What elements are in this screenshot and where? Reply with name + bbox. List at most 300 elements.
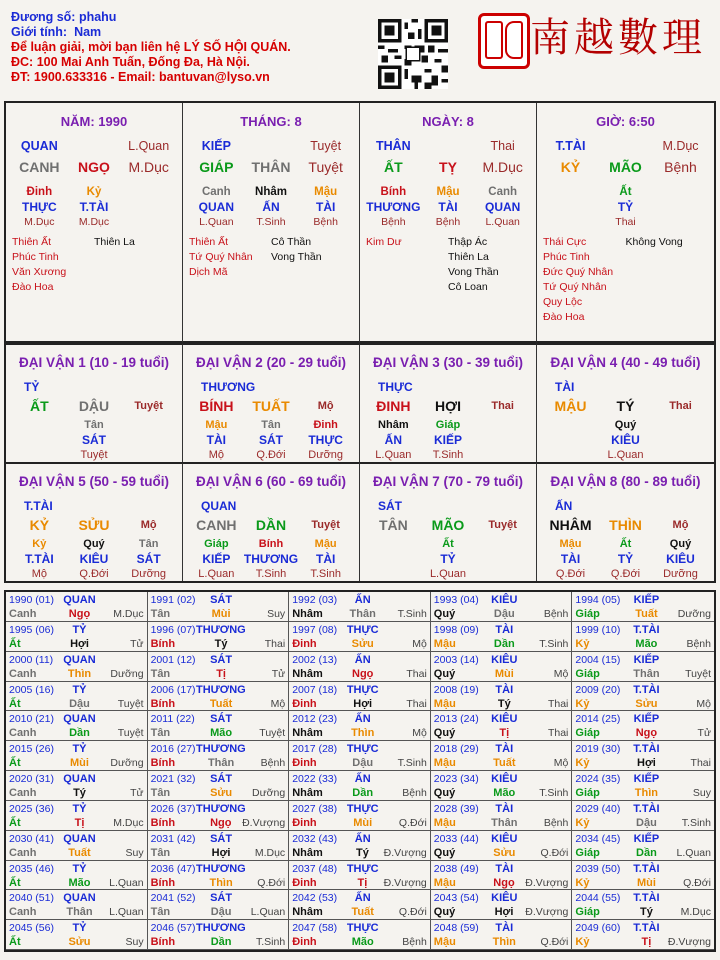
year-sao: THỰC <box>346 623 379 636</box>
year-label: 2013 (24) <box>433 713 479 726</box>
dai-van-row <box>543 397 708 416</box>
year-cell <box>431 741 573 771</box>
year-spacer <box>526 891 569 905</box>
year-chi: Hợi <box>70 637 89 650</box>
year-truong-sinh: Thai <box>406 697 427 710</box>
dai-van-row <box>543 433 708 448</box>
star-item: Vong Thần <box>271 251 322 263</box>
dai-van-row <box>543 552 708 567</box>
year-can: Đinh <box>292 876 317 889</box>
year-label: 1995 (06) <box>9 623 54 636</box>
dai-van-sao: TÀI <box>555 380 575 394</box>
year-sao: THỰC <box>346 922 379 935</box>
star-item: Đào Hoa <box>543 311 585 323</box>
year-cell <box>289 652 431 682</box>
year-sao: THỰC <box>346 862 379 875</box>
pillar-value <box>653 215 708 230</box>
star-item: Thiên Ất <box>12 236 52 248</box>
year-row <box>292 653 427 667</box>
year-cell <box>148 682 290 712</box>
star-item: Không Vong <box>625 236 683 248</box>
year-spacer <box>246 742 286 756</box>
year-row <box>575 726 711 740</box>
year-cell <box>431 861 573 891</box>
year-spacer <box>526 712 569 726</box>
year-truong-sinh: M.Dục <box>113 608 144 620</box>
year-sao: TỶ <box>72 683 87 696</box>
year-row <box>9 816 144 830</box>
year-spacer <box>526 683 569 697</box>
year-chi: Tý <box>639 906 653 919</box>
dai-van-row <box>543 537 708 552</box>
year-label: 2049 (60) <box>575 922 621 935</box>
tang-sao: KIÊU <box>79 552 109 566</box>
pillar-title: NĂM: 1990 <box>60 114 128 129</box>
tang-can: Ất <box>619 538 632 550</box>
year-row <box>151 891 286 905</box>
year-can: Kỷ <box>575 757 590 770</box>
year-row <box>575 712 711 726</box>
year-cell <box>572 861 714 891</box>
year-row <box>575 802 711 816</box>
star-item: Kim Dư <box>366 236 402 248</box>
pillar-value: Đinh <box>26 186 53 198</box>
year-row <box>292 593 427 607</box>
pillar-value: Bệnh <box>435 216 461 228</box>
pillar-row <box>12 200 176 215</box>
year-spacer <box>668 742 711 756</box>
year-can: Quý <box>433 846 456 859</box>
pillar-value: Mậu <box>314 186 338 198</box>
dai-van-truong-sinh: Mộ <box>672 519 689 531</box>
star-item: Tứ Quý Nhân <box>543 281 607 293</box>
year-truong-sinh: Bệnh <box>402 936 427 949</box>
tang-truong-sinh: L.Quan <box>429 568 467 580</box>
year-can: Mậu <box>433 816 456 829</box>
header-info <box>11 10 371 85</box>
year-chi: Thân <box>633 667 660 680</box>
star-item: Thiên La <box>448 251 489 263</box>
year-cell <box>572 711 714 741</box>
pillar-value: L.Quan <box>485 216 520 228</box>
year-label: 2004 (15) <box>575 653 621 666</box>
tang-truong-sinh: Mộ <box>208 449 224 461</box>
year-sao: THƯƠNG <box>196 623 246 636</box>
year-label: 2010 (21) <box>9 713 54 726</box>
dai-van-row <box>12 433 176 448</box>
year-can: Ất <box>9 697 21 710</box>
year-chi: Mùi <box>70 757 89 770</box>
year-row <box>292 891 427 905</box>
year-cell <box>148 861 290 891</box>
year-chi: Thân <box>207 757 235 770</box>
tang-sao: THƯƠNG <box>243 552 299 566</box>
year-can: Nhâm <box>292 727 323 740</box>
year-can: Tân <box>150 846 171 859</box>
year-row <box>575 921 711 935</box>
year-spacer <box>246 623 286 637</box>
tang-can: Ất <box>442 538 454 550</box>
year-sao: THƯƠNG <box>196 862 246 875</box>
year-truong-sinh: T.Sinh <box>539 787 569 799</box>
star-item: Phúc Tinh <box>543 251 590 263</box>
year-spacer <box>384 802 427 816</box>
pillar-row <box>189 184 353 200</box>
year-label: 2001 (12) <box>150 653 196 666</box>
year-cell <box>148 652 290 682</box>
year-sao: THỰC <box>346 683 379 696</box>
year-truong-sinh: Tử <box>130 787 144 799</box>
pillar-row <box>543 200 708 215</box>
tang-sao <box>475 433 530 448</box>
year-row <box>9 862 144 876</box>
tang-truong-sinh <box>475 448 530 463</box>
year-label: 2036 (47) <box>150 862 196 875</box>
gender-value: Nam <box>74 25 102 39</box>
year-row <box>9 742 144 756</box>
year-spacer <box>101 653 144 667</box>
year-can: Canh <box>9 787 37 799</box>
year-truong-sinh: Dưỡng <box>110 667 144 680</box>
year-chi: Sửu <box>210 787 233 799</box>
year-truong-sinh: Mộ <box>553 667 569 680</box>
year-spacer <box>101 862 144 876</box>
dai-van-row <box>366 380 530 395</box>
year-row <box>575 653 711 667</box>
pillar-value: QUAN <box>198 200 234 214</box>
year-can: Canh <box>9 727 37 740</box>
dai-van-sao: QUAN <box>201 499 237 513</box>
year-label: 2030 (41) <box>9 832 54 845</box>
year-truong-sinh: Thai <box>547 697 569 710</box>
year-truong-sinh: Suy <box>692 787 711 799</box>
year-truong-sinh: Mộ <box>696 697 711 710</box>
year-sao: SÁT <box>210 892 233 905</box>
year-truong-sinh: T.Sinh <box>255 936 286 949</box>
year-label: 1990 (01) <box>9 594 54 606</box>
year-cell <box>6 711 148 741</box>
year-cell <box>572 682 714 712</box>
star-item: Cô Thần <box>271 236 312 248</box>
year-cell <box>431 771 573 801</box>
year-row <box>575 637 711 651</box>
year-can: Giáp <box>575 787 600 799</box>
year-chi: Ngọ <box>635 727 658 740</box>
dai-van-cell <box>183 343 360 462</box>
year-row <box>434 742 569 756</box>
year-chi: Tý <box>497 697 511 710</box>
year-row <box>151 802 286 816</box>
year-cell <box>289 682 431 712</box>
year-sao: KIÊU <box>491 832 518 845</box>
pillar-row <box>543 156 708 179</box>
year-sao: TỶ <box>72 862 87 875</box>
pillar-value: M.Dục <box>24 216 55 228</box>
year-row <box>575 846 711 860</box>
year-label: 2043 (54) <box>433 892 479 905</box>
year-can: Quý <box>433 608 456 620</box>
year-spacer <box>242 832 285 846</box>
year-chi: Tý <box>73 787 86 799</box>
year-chi: Hợi <box>494 906 514 919</box>
tang-truong-sinh: Tuyệt <box>80 449 108 461</box>
year-truong-sinh: Q.Đới <box>398 906 427 919</box>
year-can: Nhâm <box>292 667 323 680</box>
year-row <box>434 623 569 637</box>
year-cell <box>289 771 431 801</box>
year-spacer <box>526 832 569 846</box>
year-can: Nhâm <box>292 608 323 620</box>
year-row <box>434 832 569 846</box>
dai-van-cell <box>360 343 537 462</box>
dai-van-cell <box>537 343 714 462</box>
year-chi: Tị <box>357 876 368 889</box>
year-chi: Tuất <box>351 906 374 919</box>
year-chi: Tị <box>499 727 510 740</box>
tang-sao: TÀI <box>206 433 226 447</box>
pillar-value: Thai <box>615 216 636 228</box>
year-label: 2031 (42) <box>150 832 196 845</box>
year-chi: Mão <box>210 727 233 740</box>
year-can: Đinh <box>292 757 317 770</box>
star-item: Thái Cực <box>543 236 587 248</box>
year-row <box>575 876 711 890</box>
year-row <box>575 772 711 786</box>
year-cell <box>6 741 148 771</box>
tang-truong-sinh: L.Quan <box>375 449 412 461</box>
tang-sao: TỶ <box>617 552 634 566</box>
year-row <box>151 726 286 740</box>
year-chi: Mão <box>351 936 374 949</box>
year-chi: Tị <box>641 936 652 949</box>
dai-van-row <box>366 499 530 514</box>
year-truong-sinh: Mộ <box>553 757 569 770</box>
year-cell <box>572 622 714 652</box>
year-row <box>434 921 569 935</box>
tang-truong-sinh: T.Sinh <box>255 568 287 580</box>
pillar-stars <box>189 235 353 280</box>
year-row <box>434 637 569 651</box>
year-truong-sinh: M.Dục <box>113 816 144 829</box>
year-truong-sinh: Tử <box>697 727 711 740</box>
year-cell <box>148 741 290 771</box>
year-sao: TÀI <box>495 623 514 636</box>
year-spacer <box>242 891 285 905</box>
year-can: Kỷ <box>575 816 590 829</box>
year-row <box>292 832 427 846</box>
year-label: 2009 (20) <box>575 683 621 696</box>
year-can: Bính <box>150 697 176 710</box>
year-row <box>575 786 711 800</box>
year-sao: SÁT <box>210 594 233 606</box>
year-truong-sinh: Thai <box>547 727 569 740</box>
year-cell <box>148 801 290 831</box>
pillar-row <box>189 200 353 215</box>
year-can: Mậu <box>433 876 456 889</box>
dai-van-row <box>189 516 353 535</box>
year-label: 2016 (27) <box>150 743 196 756</box>
tang-sao: SÁT <box>136 552 161 566</box>
tang-can <box>475 537 530 552</box>
pillar-value: CANH <box>19 159 60 175</box>
year-truong-sinh: Suy <box>267 608 286 620</box>
tang-can: Quý <box>669 538 692 550</box>
tang-truong-sinh: T.Sinh <box>432 449 464 461</box>
year-sao: THỰC <box>346 743 379 756</box>
year-can: Tân <box>150 667 171 680</box>
year-sao: TÀI <box>495 802 514 815</box>
year-truong-sinh: Bệnh <box>686 637 711 650</box>
pillar-value: M.Dục <box>128 159 169 175</box>
tang-sao <box>121 433 176 448</box>
dai-van-row <box>12 567 176 582</box>
tang-can <box>121 418 176 433</box>
pillar-value: QUAN <box>484 200 521 214</box>
year-chi: Dần <box>69 727 90 740</box>
dai-van-cell <box>360 462 537 581</box>
year-sao: TÀI <box>495 743 514 756</box>
year-spacer <box>668 683 711 697</box>
dai-van-sao: T.TÀI <box>24 499 53 513</box>
year-truong-sinh: Suy <box>125 846 144 859</box>
pillar-cell <box>360 103 537 343</box>
dai-van-title: ĐẠI VẬN 7 (70 - 79 tuổi) <box>372 474 524 489</box>
dai-van-chi: THÌN <box>609 517 642 533</box>
year-row <box>151 862 286 876</box>
year-can: Mậu <box>433 936 456 949</box>
year-row <box>434 846 569 860</box>
pillar-value <box>121 200 176 215</box>
tang-sao: TÀI <box>315 552 336 566</box>
year-can: Quý <box>433 787 456 799</box>
year-truong-sinh: Q.Đới <box>540 846 569 859</box>
pillar-value: ẤT <box>383 159 403 175</box>
tang-can <box>543 418 598 433</box>
tang-sao: SÁT <box>81 433 106 447</box>
phone-email-line: ĐT: 1900.633316 - Email: bantuvan@lyso.vn <box>11 70 270 84</box>
chart-grid <box>4 101 716 583</box>
pillar-value <box>653 200 708 215</box>
pillar-title: THÁNG: 8 <box>240 114 302 129</box>
year-truong-sinh: Tuyệt <box>685 667 711 680</box>
dai-van-can: KỶ <box>29 517 50 533</box>
year-can: Tân <box>150 608 171 620</box>
year-sao: SÁT <box>210 653 233 666</box>
year-cell <box>431 592 573 622</box>
year-can: Giáp <box>575 906 600 919</box>
year-spacer <box>526 921 569 935</box>
tang-can: Giáp <box>204 538 229 550</box>
year-spacer <box>384 712 427 726</box>
year-label: 2023 (34) <box>433 773 479 785</box>
year-sao: TÀI <box>495 862 514 875</box>
year-sao: QUAN <box>63 713 96 726</box>
year-cell <box>6 592 148 622</box>
year-can: Ất <box>9 637 21 650</box>
dai-van-truong-sinh: Thai <box>669 400 692 412</box>
pillar-value: T.TÀI <box>555 139 586 153</box>
year-row <box>151 637 286 651</box>
year-row <box>575 667 711 681</box>
year-spacer <box>668 802 711 816</box>
pillar-value: KIẾP <box>201 139 231 153</box>
year-chi: Dậu <box>352 757 374 770</box>
year-row <box>434 862 569 876</box>
year-row <box>151 593 286 607</box>
tang-sao: SÁT <box>258 433 283 447</box>
year-truong-sinh: L.Quan <box>109 906 144 919</box>
year-can: Canh <box>9 906 37 919</box>
dai-van-can: BÍNH <box>199 398 234 414</box>
year-chi: Sửu <box>493 846 516 859</box>
year-row <box>434 667 569 681</box>
year-label: 2027 (38) <box>292 802 338 815</box>
pillar-value: THÂN <box>375 139 411 153</box>
year-label: 2032 (43) <box>292 832 338 845</box>
dai-van-row <box>189 552 353 567</box>
pillar-row <box>366 156 530 179</box>
pillar-value: TÀI <box>315 200 336 214</box>
year-label: 2011 (22) <box>150 713 195 726</box>
year-chi: Ngọ <box>493 876 515 889</box>
year-row <box>9 623 144 637</box>
year-sao: SÁT <box>210 832 233 845</box>
year-truong-sinh: T.Sinh <box>539 637 569 650</box>
year-row <box>434 726 569 740</box>
year-sao: QUAN <box>63 892 96 905</box>
address-line: ĐC: 100 Mai Anh Tuấn, Đống Đa, Hà Nội. <box>11 55 250 69</box>
annual-table <box>4 590 716 952</box>
year-label: 1994 (05) <box>575 594 621 606</box>
year-label: 2000 (11) <box>9 653 54 666</box>
year-row <box>151 832 286 846</box>
year-label: 2042 (53) <box>292 892 338 905</box>
pillar-value: M.Dục <box>662 139 699 153</box>
year-can: Quý <box>433 727 456 740</box>
pillar-value: NGỌ <box>78 159 110 175</box>
dai-van-can: TÂN <box>378 517 408 533</box>
dai-van-cell <box>6 343 183 462</box>
year-truong-sinh: Thai <box>264 637 286 650</box>
year-spacer <box>384 921 427 935</box>
pillar-stars <box>366 235 530 295</box>
pillar-value: Bệnh <box>381 216 406 228</box>
year-row <box>575 697 711 711</box>
year-label: 2026 (37) <box>150 802 196 815</box>
year-spacer <box>101 742 144 756</box>
pillar-value: Bính <box>380 186 407 198</box>
year-spacer <box>242 593 285 607</box>
year-row <box>9 772 144 786</box>
year-row <box>151 756 286 770</box>
dai-van-chi: TUẤT <box>252 398 290 414</box>
year-sao: THỰC <box>346 802 379 815</box>
year-row <box>434 756 569 770</box>
pillar-value: MÃO <box>609 159 642 175</box>
year-row <box>9 683 144 697</box>
star-item: Phúc Tinh <box>12 251 59 263</box>
dai-van-row <box>366 537 530 552</box>
year-chi: Dần <box>493 637 515 650</box>
dai-van-row <box>189 418 353 433</box>
year-can: Bính <box>150 876 176 889</box>
year-can: Bính <box>150 757 176 770</box>
dai-van-title: ĐẠI VẬN 8 (80 - 89 tuổi) <box>550 474 701 489</box>
star-item: Thập Ác <box>448 236 488 248</box>
dai-van-row <box>12 380 176 395</box>
year-cell <box>289 592 431 622</box>
year-row <box>151 935 286 949</box>
